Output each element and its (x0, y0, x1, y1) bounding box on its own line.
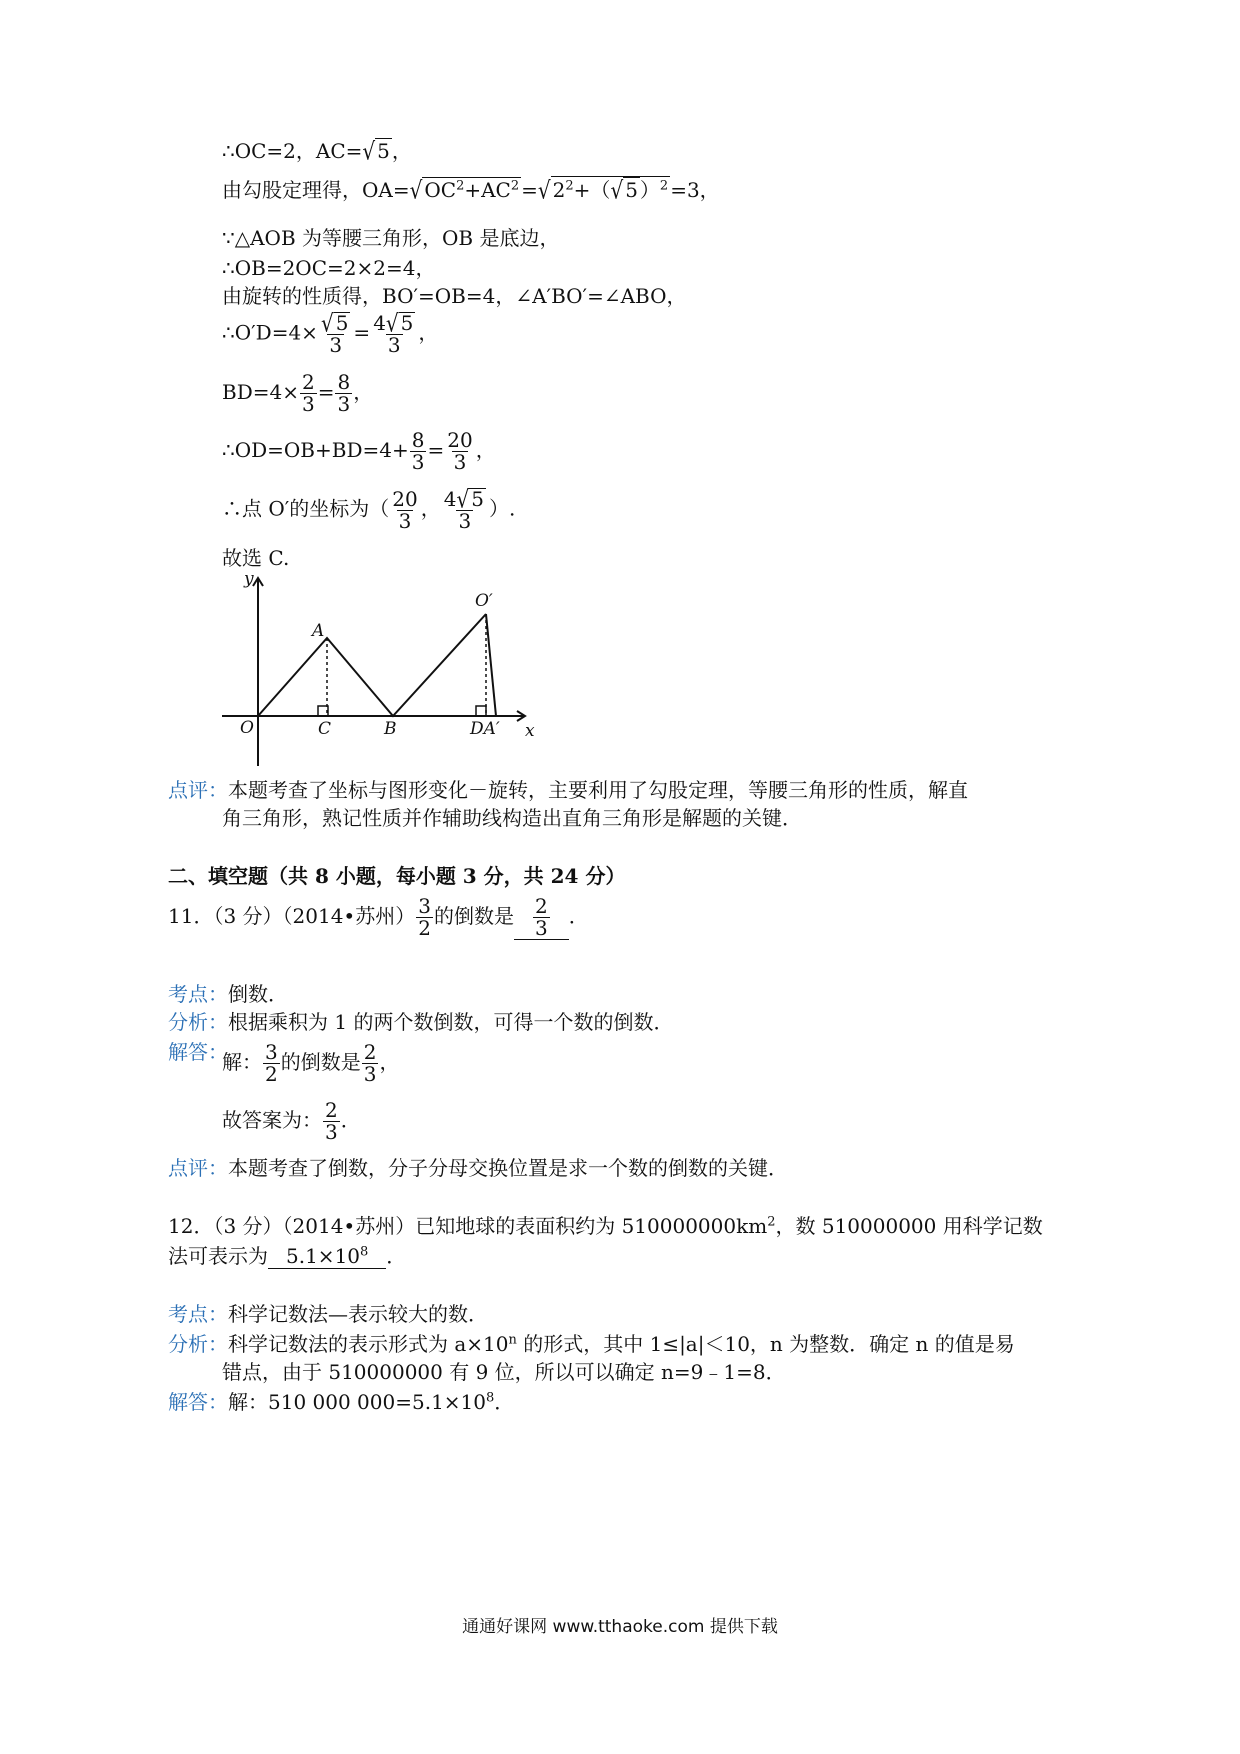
q11-dianping (168, 1156, 788, 1180)
radicand (551, 175, 671, 205)
q11-stem (168, 896, 589, 940)
q11-kaodian (168, 982, 288, 1006)
text: ∴OD=OB+BD=4+ (222, 438, 409, 462)
text: 的倒数是 (280, 1050, 361, 1074)
label-B: B (384, 719, 397, 739)
text: 根据乘积为 1 的两个数倒数，可得一个数的倒数． (228, 1010, 674, 1034)
text: 倒数． (228, 982, 288, 1006)
coordinate-figure (200, 566, 560, 776)
radicand: 5 (335, 311, 349, 335)
text: ， (418, 320, 439, 345)
radical-icon: √ (362, 136, 376, 166)
denominator: 3 (411, 450, 425, 474)
text: = (521, 178, 538, 202)
q12-stem-line-1 (168, 1214, 1043, 1238)
text: ∴OC=2，AC= (222, 139, 363, 163)
fraction (416, 896, 433, 939)
right-angle-D (476, 706, 486, 716)
numerator: 3 (418, 894, 431, 918)
text: ， (379, 1050, 400, 1074)
text: ， (353, 380, 374, 404)
fraction (362, 1042, 379, 1085)
radical-icon: √ (456, 484, 470, 514)
solution-line-3: ∵△AOB 为等腰三角形，OB 是底边， (222, 226, 560, 250)
denominator: 3 (337, 392, 351, 416)
kaodian-label: 考点： (168, 1302, 228, 1326)
text: 11．（3 分）（2014•苏州） (168, 904, 416, 928)
radical-icon: √ (537, 175, 551, 205)
jieda-label: 解答： (168, 1040, 228, 1064)
kaodian-label: 考点： (168, 982, 228, 1006)
radicand (422, 177, 521, 202)
text: ） (639, 178, 660, 202)
q11-answer (222, 1100, 361, 1143)
label-x: x (525, 721, 535, 741)
text: 科学记数法—表示较大的数． (228, 1302, 488, 1326)
solution-line-6 (222, 308, 439, 357)
text: =3， (670, 178, 720, 202)
review-label: 点评： (168, 778, 228, 802)
text: 解： (222, 1050, 262, 1074)
label-y: y (244, 569, 254, 589)
numerator: 2 (301, 370, 315, 394)
dianping-label: 点评： (168, 1156, 228, 1180)
denominator: 3 (534, 916, 548, 940)
text: ． (386, 1244, 407, 1268)
label-C: C (318, 719, 332, 739)
denominator: 3 (387, 333, 401, 357)
q12-jieda (168, 1390, 514, 1414)
solution-line-7 (222, 372, 373, 415)
label-DAprime: DA′ (470, 719, 500, 739)
fraction (390, 486, 419, 533)
text: ∴O′D=4× (222, 320, 318, 345)
fraction (319, 308, 352, 357)
denominator: 3 (363, 1062, 377, 1086)
solution-line-5: 由旋转的性质得，BO′=OB=4，∠A′BO′=∠ABO， (222, 284, 687, 308)
denominator: 3 (398, 508, 412, 533)
fraction (371, 308, 417, 357)
text: ，数 510000000 用科学记数 (775, 1214, 1043, 1238)
numerator: 20 (392, 486, 418, 511)
text: 的倒数是 (433, 904, 514, 928)
text: 本题考查了坐标与图形变化－旋转，主要利用了勾股定理，等腰三角形的性质，解直 (228, 778, 968, 802)
fenxi-label: 分析： (168, 1332, 228, 1356)
radicand: 5 (377, 139, 390, 163)
fraction (410, 430, 427, 473)
text: 的形式，其中 1≤|a|＜10，n 为整数．确定 n 的值是易 (516, 1332, 1015, 1356)
text: 4 (443, 487, 457, 511)
numerator: 3 (265, 1040, 278, 1064)
numerator: 8 (337, 370, 351, 394)
jieda-label: 解答： (168, 1390, 228, 1414)
sup: 8 (486, 1390, 495, 1406)
solution-line-8 (222, 430, 496, 473)
sup: 2 (659, 178, 669, 194)
text: 2 (552, 178, 566, 202)
text: ， (420, 496, 441, 521)
solution-line-2 (222, 175, 720, 205)
radicand: 5 (625, 178, 638, 202)
text: ∴点 O′的坐标为（ (222, 496, 390, 521)
text: +AC (464, 178, 511, 202)
q12-stem-line-2 (168, 1244, 406, 1269)
radical-icon: √ (320, 308, 334, 338)
numerator: 8 (411, 428, 425, 452)
denominator: 3 (458, 509, 472, 533)
sup: 2 (456, 178, 465, 194)
text: +（ (573, 178, 611, 202)
radicand: 5 (400, 311, 414, 335)
radical-icon: √ (610, 175, 624, 205)
denominator: 2 (418, 916, 431, 940)
radicand: 5 (471, 487, 484, 511)
review-1-line-1 (168, 778, 968, 802)
solution-line-1 (222, 136, 412, 166)
text: ． (494, 1390, 515, 1414)
sup: 2 (565, 178, 574, 194)
answer-blank (268, 1244, 386, 1269)
numerator: 2 (534, 894, 548, 918)
zigzag-OAB (258, 614, 486, 716)
label-Oprime: O′ (475, 591, 493, 611)
fraction (263, 1042, 280, 1085)
text: ． (568, 904, 589, 928)
text: = (317, 380, 335, 404)
numerator: 20 (447, 428, 473, 452)
fraction (323, 1100, 340, 1143)
q11-jieda-label (168, 1040, 228, 1064)
q11-fenxi (168, 1010, 673, 1034)
answer: 5.1×10 (286, 1244, 361, 1268)
fraction (335, 372, 352, 415)
text: 4 (373, 311, 386, 335)
footer-text: 通通好课网 www.tthaoke.com 提供下载 (462, 1617, 778, 1637)
numerator: 2 (363, 1040, 377, 1064)
solution-line-9 (222, 484, 516, 533)
radical-icon: √ (409, 175, 423, 205)
denominator: 3 (325, 1120, 338, 1144)
text: ， (475, 438, 496, 462)
text: 本题考查了倒数，分子分母交换位置是求一个数的倒数的关键． (228, 1156, 788, 1180)
text: 科学记数法的表示形式为 a×10 (228, 1332, 509, 1356)
text: 解：510 000 000=5.1×10 (228, 1390, 487, 1414)
solution-line-10: 故选 C. (222, 546, 290, 570)
denominator: 3 (329, 333, 343, 357)
text: = (427, 438, 445, 462)
segment-OprimeAprime (486, 614, 496, 716)
text: = (353, 320, 371, 345)
text: 故答案为： (222, 1108, 322, 1132)
denominator: 3 (301, 392, 315, 416)
q12-fenxi-line-1 (168, 1332, 1015, 1356)
text: ， (391, 139, 412, 163)
solution-line-4: ∴OB=2OC=2×2=4， (222, 256, 436, 280)
sup: 2 (510, 178, 520, 194)
text: 由勾股定理得，OA= (222, 178, 410, 202)
label-O: O (240, 718, 254, 738)
q11-jieda (222, 1042, 399, 1085)
denominator: 2 (265, 1062, 278, 1086)
fenxi-label: 分析： (168, 1010, 228, 1034)
text: 12．（3 分）（2014•苏州）已知地球的表面积约为 510000000km (168, 1214, 768, 1238)
radical-icon: √ (385, 308, 399, 338)
text: ）. (488, 496, 516, 521)
text: BD=4× (222, 380, 299, 404)
label-A: A (312, 621, 325, 641)
answer-blank (514, 896, 569, 940)
sup: n (508, 1332, 517, 1348)
fraction (300, 372, 317, 415)
review-1-line-2: 角三角形，熟记性质并作辅助线构造出直角三角形是解题的关键． (222, 806, 802, 830)
q12-fenxi-line-2: 错点，由于 510000000 有 9 位，所以可以确定 n=9﹣1=8． (222, 1360, 786, 1384)
fraction (533, 896, 550, 939)
numerator: 2 (325, 1098, 338, 1122)
denominator: 3 (453, 450, 467, 474)
q12-kaodian (168, 1302, 488, 1326)
fraction (442, 484, 488, 533)
fraction (445, 430, 474, 473)
text: OC (424, 178, 457, 202)
text: 法可表示为 (168, 1244, 268, 1268)
text: ． (340, 1108, 361, 1132)
sup: 8 (360, 1244, 369, 1260)
sup: 2 (767, 1214, 776, 1230)
section-title: 二、填空题（共 8 小题，每小题 3 分，共 24 分） (168, 864, 626, 888)
